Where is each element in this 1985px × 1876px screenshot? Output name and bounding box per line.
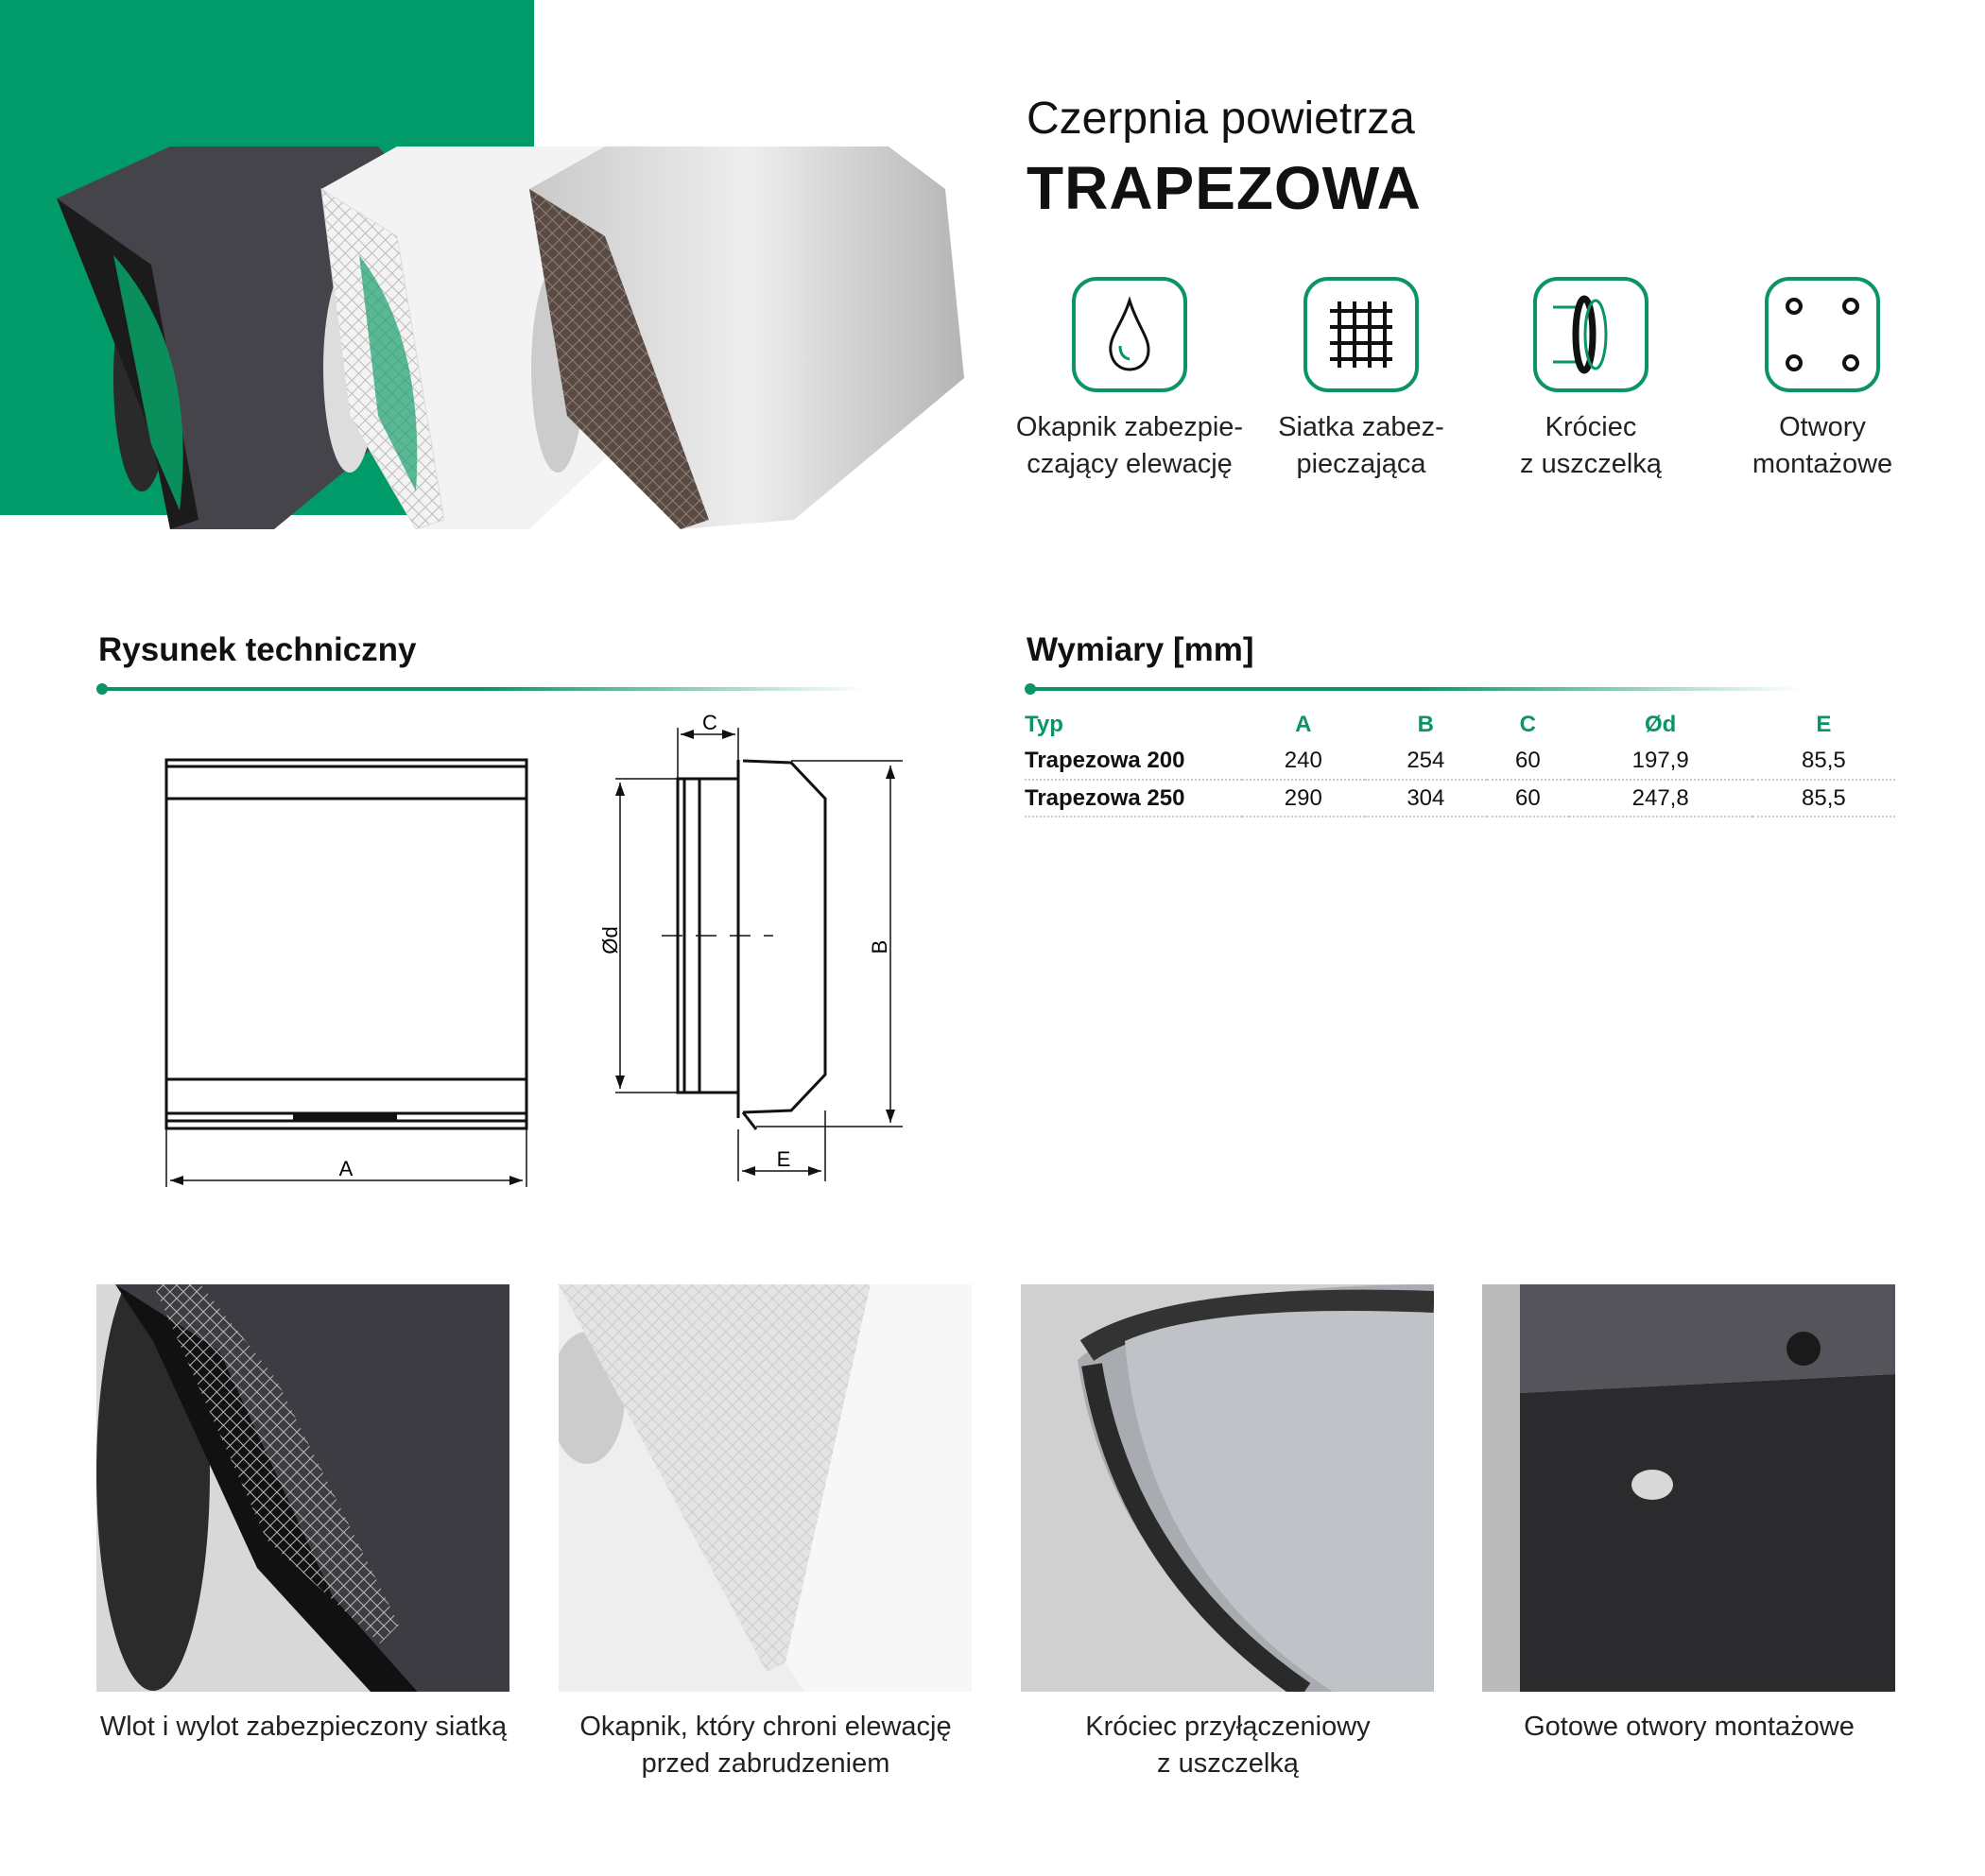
caption-line: z uszczelką: [1157, 1748, 1299, 1779]
cell: 240: [1242, 743, 1365, 780]
product-subtitle: Czerpnia powietrza: [1027, 94, 1415, 144]
feature-mesh: [1238, 277, 1484, 483]
dimensions-table: [1025, 707, 1895, 818]
cell: Trapezowa 250: [1025, 780, 1242, 817]
gallery-caption: [1462, 1709, 1916, 1746]
mesh-icon: [1303, 277, 1419, 392]
cell: 85,5: [1752, 743, 1895, 780]
dim-label-b: B: [868, 939, 891, 955]
dim-label-d: Ød: [598, 926, 622, 955]
photo-spigot-seal: [1021, 1284, 1434, 1692]
photo-mounting-holes: [1482, 1284, 1895, 1692]
gallery-caption: [539, 1709, 992, 1782]
photo-drip-edge: [559, 1284, 972, 1692]
caption-line: Króciec przyłączeniowy: [1085, 1712, 1371, 1742]
drip-icon: [1072, 277, 1187, 392]
caption-line: Wlot i wylot zabezpieczony siatką: [99, 1712, 508, 1742]
table-row: [1025, 780, 1895, 817]
feature-label: Otwory: [1779, 412, 1866, 442]
mounting-holes-icon: [1765, 277, 1880, 392]
feature-label: Okapnik zabezpie-: [1015, 412, 1244, 442]
feature-drip: [1007, 277, 1252, 483]
feature-label: z uszczelką: [1520, 449, 1662, 479]
column-header: B: [1417, 712, 1435, 737]
feature-label: Siatka zabez-: [1278, 412, 1444, 442]
dim-label-a: A: [338, 1157, 354, 1180]
caption-line: przed zabrudzeniem: [641, 1748, 890, 1779]
cell: 60: [1487, 780, 1568, 817]
product-title: TRAPEZOWA: [1027, 154, 1422, 222]
feature-label: czający elewację: [1027, 449, 1233, 479]
spigot-seal-icon: [1533, 277, 1648, 392]
caption-line: Gotowe otwory montażowe: [1524, 1712, 1855, 1742]
caption-line: Okapnik, który chroni elewację: [579, 1712, 952, 1742]
dim-label-e: E: [776, 1147, 791, 1171]
cell: 197,9: [1569, 743, 1752, 780]
technical-drawing: [0, 0, 945, 1229]
feature-holes: [1700, 277, 1945, 483]
cell: 85,5: [1752, 780, 1895, 817]
heading-rule: [1027, 687, 1802, 691]
cell: Trapezowa 200: [1025, 743, 1242, 780]
table-row: [1025, 743, 1895, 780]
cell: 254: [1365, 743, 1488, 780]
drawing-heading: Rysunek techniczny: [98, 631, 417, 668]
column-header: E: [1816, 712, 1832, 737]
cell: 304: [1365, 780, 1488, 817]
photo-mesh-inlet: [96, 1284, 509, 1692]
column-header: A: [1295, 712, 1312, 737]
feature-label: Króciec: [1545, 412, 1637, 442]
cell: 290: [1242, 780, 1365, 817]
column-header: C: [1519, 712, 1536, 737]
dim-label-c: C: [702, 711, 717, 734]
cell: 247,8: [1569, 780, 1752, 817]
column-header: Ød: [1645, 712, 1677, 737]
dimensions-heading: Wymiary [mm]: [1027, 631, 1254, 668]
feature-spigot: [1468, 277, 1714, 483]
gallery-caption: [77, 1709, 530, 1746]
gallery-caption: [1001, 1709, 1455, 1782]
feature-label: pieczająca: [1296, 449, 1426, 479]
column-header: Typ: [1025, 712, 1063, 737]
feature-label: montażowe: [1752, 449, 1893, 479]
cell: 60: [1487, 743, 1568, 780]
table-header-row: [1025, 707, 1895, 743]
